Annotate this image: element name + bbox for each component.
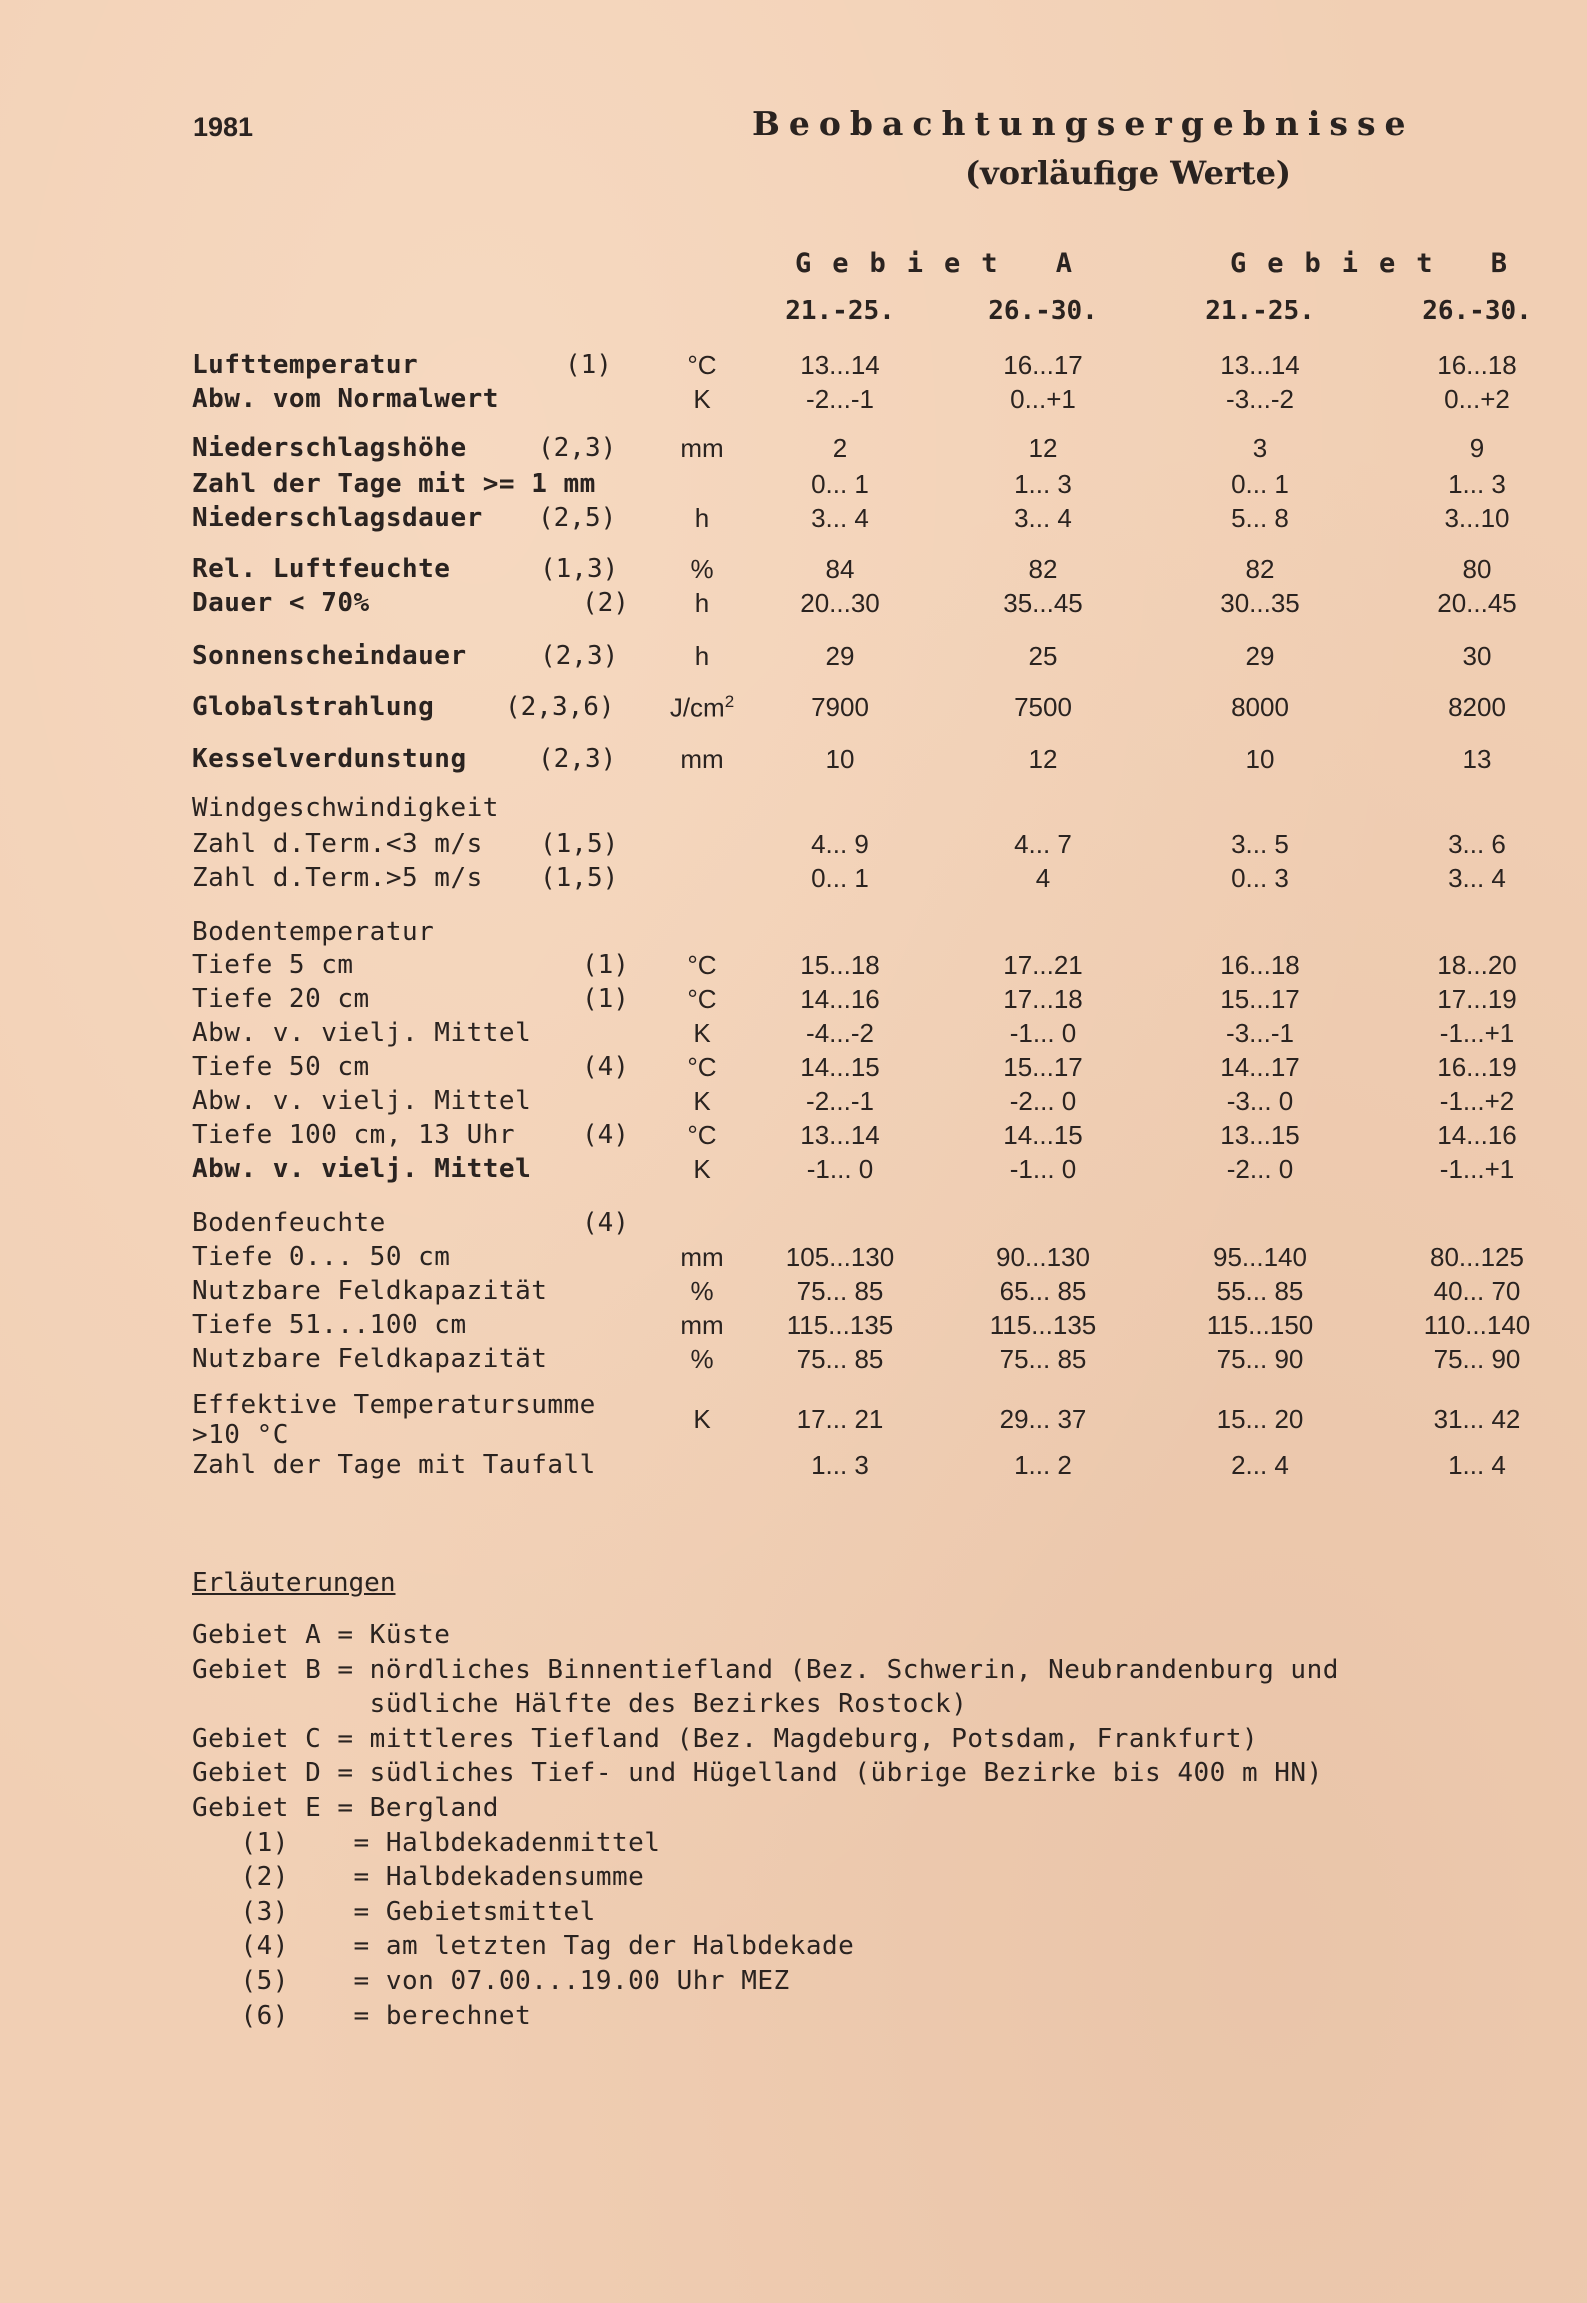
- row-label: Zahl d.Term.<3 m/s: [192, 829, 483, 859]
- row-unit: [652, 1052, 752, 1083]
- value-cell: -2... 0: [1226, 1154, 1294, 1184]
- value-cell: 110...140: [1423, 1310, 1531, 1340]
- explanation-line: Gebiet A = Küste: [192, 1620, 451, 1650]
- value-cell: 13...14: [800, 1120, 880, 1150]
- value-cell: 12: [1028, 433, 1058, 463]
- unit-text: mm: [680, 1310, 724, 1340]
- row-label: Bodentemperatur: [192, 917, 435, 947]
- table-row: [0, 1276, 1587, 1312]
- value-cell: 31... 42: [1433, 1404, 1521, 1434]
- row-label: Zahl der Tage mit >= 1 mm: [192, 469, 596, 499]
- value-cell: 65... 85: [999, 1276, 1087, 1306]
- value-cell: -2... 0: [1009, 1086, 1077, 1116]
- value-cell: 0... 1: [811, 469, 869, 499]
- value-cell: 90...130: [996, 1242, 1090, 1272]
- unit-text: K: [693, 1404, 711, 1434]
- value-cell: 13: [1462, 744, 1492, 774]
- unit-text: K: [693, 1154, 711, 1184]
- value-cell: 20...30: [800, 588, 880, 618]
- row-label: Nutzbare Feldkapazität: [192, 1276, 548, 1306]
- table-row: [0, 1154, 1587, 1190]
- value-cell: 15...17: [1003, 1052, 1083, 1082]
- table-row: [0, 1242, 1587, 1278]
- value-cell: -3...-2: [1226, 384, 1294, 414]
- value-cell: 13...14: [1220, 350, 1300, 380]
- value-cell: 7500: [1014, 692, 1072, 722]
- table-row: [0, 641, 1587, 677]
- value-cell: 17... 21: [796, 1404, 884, 1434]
- value-cell: -2...-1: [806, 1086, 874, 1116]
- value-cell: 10: [825, 744, 855, 774]
- table-row: [0, 1310, 1587, 1346]
- row-label: Niederschlagshöhe: [192, 433, 467, 463]
- row-unit: [652, 384, 752, 415]
- table-row: [0, 1450, 1587, 1486]
- table-row: [0, 350, 1587, 386]
- row-label: Abw. v. vielj. Mittel: [192, 1018, 532, 1048]
- row-unit: [652, 1120, 752, 1151]
- value-cell: 80: [1462, 554, 1492, 584]
- row-note: (4): [582, 1052, 629, 1082]
- value-cell: 1... 3: [811, 1450, 869, 1480]
- row-note: (2,3): [538, 433, 617, 463]
- unit-text: h: [694, 641, 710, 671]
- table-row: [0, 1120, 1587, 1156]
- row-unit: [652, 1404, 752, 1435]
- area-header-b: Gebiet B: [1230, 248, 1529, 279]
- row-label: Zahl d.Term.>5 m/s: [192, 863, 483, 893]
- value-cell: 14...15: [1003, 1120, 1083, 1150]
- row-label: Lufttemperatur: [192, 350, 419, 380]
- value-cell: -1...+1: [1439, 1154, 1515, 1184]
- value-cell: 1... 2: [1014, 1450, 1072, 1480]
- value-cell: 29: [1245, 641, 1275, 671]
- table-row: [0, 984, 1587, 1020]
- row-unit: [652, 1086, 752, 1117]
- value-cell: 95...140: [1213, 1242, 1307, 1272]
- unit-text: °C: [687, 984, 717, 1014]
- unit-text: °C: [687, 350, 717, 380]
- unit-text: K: [693, 1018, 711, 1048]
- value-cell: 82: [1245, 554, 1275, 584]
- value-cell: 15... 20: [1216, 1404, 1304, 1434]
- row-note: (2,3,6): [505, 692, 615, 722]
- explanation-line: südliche Hälfte des Bezirkes Rostock): [192, 1689, 968, 1720]
- row-note: (1,5): [540, 829, 619, 859]
- table-row: [0, 829, 1587, 865]
- table-row: [0, 950, 1587, 986]
- row-note: (4): [582, 1208, 629, 1238]
- table-row: [0, 503, 1587, 539]
- row-unit: [652, 350, 752, 381]
- row-label: Effektive Temperatursumme: [192, 1390, 596, 1420]
- table-row: [0, 1018, 1587, 1054]
- value-cell: 115...135: [989, 1310, 1097, 1340]
- unit-text: %: [690, 1344, 714, 1374]
- value-cell: 80...125: [1430, 1242, 1524, 1272]
- unit-text: °C: [687, 1052, 717, 1082]
- row-unit: [652, 1242, 752, 1273]
- value-cell: 4: [1035, 863, 1051, 893]
- value-cell: 84: [825, 554, 855, 584]
- table-row: [0, 1086, 1587, 1122]
- unit-text: K: [693, 384, 711, 414]
- value-cell: 3... 4: [1448, 863, 1506, 893]
- year: 1981: [193, 112, 254, 142]
- table-row: [0, 1390, 1587, 1450]
- value-cell: 9: [1469, 433, 1485, 463]
- value-cell: 18...20: [1437, 950, 1517, 980]
- explanation-line: (1) = Halbdekadenmittel: [192, 1827, 661, 1858]
- unit-superscript: 2: [724, 692, 735, 711]
- table-row: [0, 384, 1587, 420]
- explanations-title: Erläuterungen: [192, 1568, 396, 1598]
- unit-text: mm: [680, 1242, 724, 1272]
- value-cell: -1...+1: [1439, 1018, 1515, 1048]
- table-row: [0, 793, 1587, 829]
- value-cell: 0...+1: [1010, 384, 1076, 414]
- explanation-line: Gebiet D = südliches Tief- und Hügelland (übrige Bezirke bis 400 m HN): [192, 1758, 1323, 1789]
- row-label: Sonnenscheindauer: [192, 641, 467, 671]
- period-header: 26.-30.: [1422, 296, 1532, 326]
- value-cell: 75... 85: [796, 1276, 884, 1306]
- page-title: Beobachtungsergebnisse: [752, 104, 1415, 143]
- row-label: Rel. Luftfeuchte: [192, 554, 451, 584]
- value-cell: 3: [1252, 433, 1268, 463]
- value-cell: 35...45: [1003, 588, 1083, 618]
- explanation-line: (4) = am letzten Tag der Halbdekade: [192, 1931, 855, 1962]
- table-row: [0, 1052, 1587, 1088]
- table-row: [0, 1208, 1587, 1244]
- row-unit: [652, 641, 752, 672]
- row-label: Abw. v. vielj. Mittel: [192, 1154, 532, 1184]
- row-label: Tiefe 51...100 cm: [192, 1310, 467, 1340]
- row-label: Abw. vom Normalwert: [192, 384, 499, 414]
- row-label: Tiefe 5 cm: [192, 950, 354, 980]
- value-cell: 13...14: [800, 350, 880, 380]
- explanation-line: (3) = Gebietsmittel: [192, 1896, 596, 1927]
- value-cell: -1...+2: [1439, 1086, 1515, 1116]
- row-label: Tiefe 0... 50 cm: [192, 1242, 451, 1272]
- row-unit: [652, 554, 752, 585]
- explanation-line: (6) = berechnet: [192, 2000, 532, 2031]
- unit-text: °C: [687, 1120, 717, 1150]
- row-note: (1,3): [540, 554, 619, 584]
- value-cell: 29: [825, 641, 855, 671]
- value-cell: 14...17: [1220, 1052, 1300, 1082]
- value-cell: 30: [1462, 641, 1492, 671]
- value-cell: 16...18: [1437, 350, 1517, 380]
- value-cell: 25: [1028, 641, 1058, 671]
- value-cell: 3...10: [1444, 503, 1510, 533]
- row-unit: [652, 950, 752, 981]
- value-cell: 1... 3: [1014, 469, 1072, 499]
- value-cell: 30...35: [1220, 588, 1300, 618]
- value-cell: 16...19: [1437, 1052, 1517, 1082]
- value-cell: 2... 4: [1231, 1450, 1289, 1480]
- value-cell: 7900: [811, 692, 869, 722]
- value-cell: 40... 70: [1433, 1276, 1521, 1306]
- value-cell: -2...-1: [806, 384, 874, 414]
- explanation-line: Gebiet E = Bergland: [192, 1793, 499, 1823]
- value-cell: 75... 85: [796, 1344, 884, 1374]
- value-cell: -1... 0: [806, 1154, 874, 1184]
- page-subtitle: (vorläufige Werte): [965, 154, 1292, 192]
- period-header: 21.-25.: [785, 296, 895, 326]
- row-label: Tiefe 20 cm: [192, 984, 370, 1014]
- value-cell: 75... 85: [999, 1344, 1087, 1374]
- value-cell: 3... 5: [1231, 829, 1289, 859]
- row-note: (1): [582, 984, 629, 1014]
- unit-text: %: [690, 554, 714, 584]
- value-cell: 1... 3: [1448, 469, 1506, 499]
- unit-text: K: [693, 1086, 711, 1116]
- value-cell: -4...-2: [806, 1018, 874, 1048]
- row-note: (1): [565, 350, 612, 380]
- unit-text: °C: [687, 950, 717, 980]
- value-cell: 15...18: [800, 950, 880, 980]
- value-cell: -1... 0: [1009, 1154, 1077, 1184]
- row-unit: [652, 984, 752, 1015]
- value-cell: -3... 0: [1226, 1086, 1294, 1116]
- value-cell: 0... 1: [811, 863, 869, 893]
- table-row: [0, 744, 1587, 780]
- row-unit: [652, 503, 752, 534]
- period-header: 21.-25.: [1205, 296, 1315, 326]
- row-label: Globalstrahlung: [192, 692, 435, 722]
- value-cell: 17...18: [1003, 984, 1083, 1014]
- row-unit: [652, 433, 752, 464]
- value-cell: 4... 9: [811, 829, 869, 859]
- value-cell: 0... 3: [1231, 863, 1289, 893]
- row-label: Niederschlagsdauer: [192, 503, 483, 533]
- value-cell: 8200: [1448, 692, 1506, 722]
- row-unit: [652, 1310, 752, 1341]
- value-cell: 5... 8: [1231, 503, 1289, 533]
- row-note: (4): [582, 1120, 629, 1150]
- value-cell: 14...15: [800, 1052, 880, 1082]
- unit-text: %: [690, 1276, 714, 1306]
- value-cell: 105...130: [785, 1242, 895, 1272]
- table-row: [0, 469, 1587, 505]
- row-label-line2: >10 °C: [192, 1420, 289, 1450]
- value-cell: 115...150: [1206, 1310, 1314, 1340]
- value-cell: 75... 90: [1433, 1344, 1521, 1374]
- value-cell: 29... 37: [999, 1404, 1087, 1434]
- value-cell: 2: [832, 433, 848, 463]
- value-cell: 75... 90: [1216, 1344, 1304, 1374]
- table-row: [0, 917, 1587, 953]
- table-row: [0, 1344, 1587, 1380]
- row-label: Tiefe 100 cm, 13 Uhr: [192, 1120, 516, 1150]
- row-unit: [652, 1344, 752, 1375]
- value-cell: 16...17: [1003, 350, 1083, 380]
- value-cell: 8000: [1231, 692, 1289, 722]
- value-cell: 1... 4: [1448, 1450, 1506, 1480]
- row-label: Zahl der Tage mit Taufall: [192, 1450, 596, 1480]
- explanation-line: Gebiet C = mittleres Tiefland (Bez. Magdeburg, Potsdam, Frankfurt): [192, 1723, 1259, 1754]
- value-cell: 13...15: [1220, 1120, 1300, 1150]
- unit-text: mm: [680, 433, 724, 463]
- unit-text: J/cm: [669, 692, 725, 723]
- row-unit: [652, 588, 752, 619]
- value-cell: 20...45: [1437, 588, 1517, 618]
- unit-text: mm: [680, 744, 724, 774]
- value-cell: 12: [1028, 744, 1058, 774]
- row-unit: [652, 744, 752, 775]
- value-cell: 14...16: [1437, 1120, 1517, 1150]
- table-row: [0, 588, 1587, 624]
- row-unit: [652, 1276, 752, 1307]
- row-label: Dauer < 70%: [192, 588, 370, 618]
- row-note: (1,5): [540, 863, 619, 893]
- value-cell: 3... 6: [1448, 829, 1506, 859]
- explanation-line: Gebiet B = nördliches Binnentiefland (Bez. Schwerin, Neubrandenburg und: [192, 1654, 1339, 1685]
- unit-text: h: [694, 588, 710, 618]
- value-cell: 55... 85: [1216, 1276, 1304, 1306]
- value-cell: 14...16: [800, 984, 880, 1014]
- value-cell: 4... 7: [1014, 829, 1072, 859]
- row-label: Bodenfeuchte: [192, 1208, 386, 1238]
- row-unit: [652, 692, 752, 724]
- value-cell: 0...+2: [1444, 384, 1510, 414]
- value-cell: 115...135: [786, 1310, 894, 1340]
- row-unit: [652, 1154, 752, 1185]
- value-cell: 82: [1028, 554, 1058, 584]
- value-cell: 15...17: [1220, 984, 1300, 1014]
- row-note: (2,3): [538, 744, 617, 774]
- value-cell: -1... 0: [1009, 1018, 1077, 1048]
- value-cell: 0... 1: [1231, 469, 1289, 499]
- row-label: Kesselverdunstung: [192, 744, 467, 774]
- row-note: (2): [582, 588, 629, 618]
- explanation-line: (2) = Halbdekadensumme: [192, 1862, 645, 1893]
- value-cell: 17...21: [1003, 950, 1083, 980]
- value-cell: 3... 4: [1014, 503, 1072, 533]
- row-label: Abw. v. vielj. Mittel: [192, 1086, 532, 1116]
- explanation-line: (5) = von 07.00...19.00 Uhr MEZ: [192, 1966, 790, 1996]
- table-row: [0, 433, 1587, 469]
- row-label: Windgeschwindigkeit: [192, 793, 499, 823]
- unit-text: h: [694, 503, 710, 533]
- value-cell: 10: [1245, 744, 1275, 774]
- value-cell: 17...19: [1437, 984, 1517, 1014]
- table-row: [0, 692, 1587, 728]
- table-row: [0, 554, 1587, 590]
- value-cell: -3...-1: [1226, 1018, 1294, 1048]
- value-cell: 3... 4: [811, 503, 869, 533]
- row-note: (2,3): [540, 641, 619, 671]
- row-unit: [652, 1018, 752, 1049]
- row-note: (2,5): [538, 503, 617, 533]
- area-header-a: Gebiet A: [795, 248, 1094, 279]
- row-label: Tiefe 50 cm: [192, 1052, 370, 1082]
- table-row: [0, 863, 1587, 899]
- row-note: (1): [582, 950, 629, 980]
- value-cell: 16...18: [1220, 950, 1300, 980]
- period-header: 26.-30.: [988, 296, 1098, 326]
- row-label: Nutzbare Feldkapazität: [192, 1344, 548, 1374]
